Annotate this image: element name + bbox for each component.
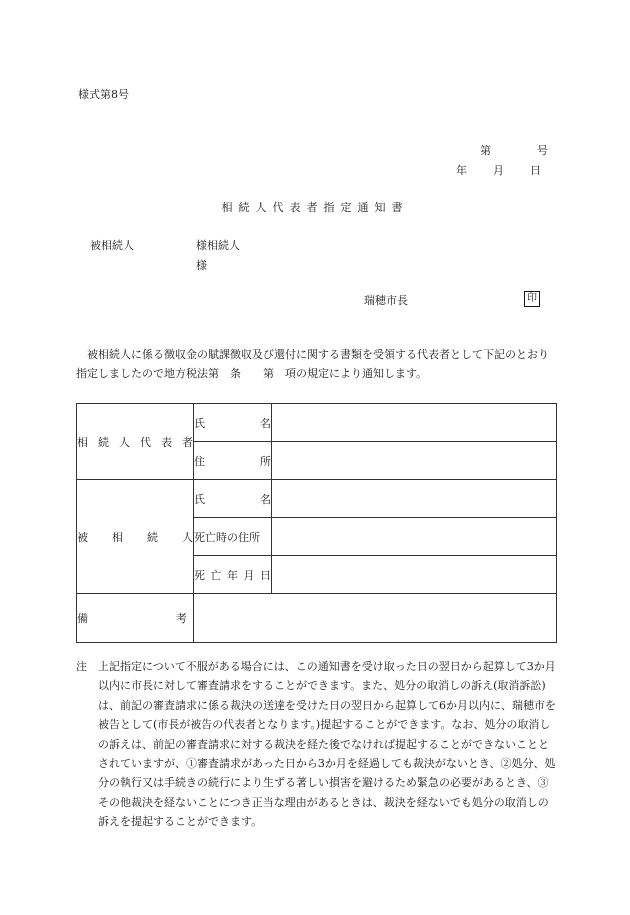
representative-header-char: 表 <box>161 435 172 449</box>
date-day: 日 <box>530 164 541 177</box>
representative-header-cell <box>77 404 194 480</box>
decedent-header-char: 相 <box>112 530 123 544</box>
death-address-label: 死亡時の住所 <box>194 530 260 544</box>
dec-name-label-char: 氏 <box>194 492 205 506</box>
designation-table <box>76 403 557 643</box>
table-row <box>77 480 557 518</box>
recipient-sama: 様 <box>196 259 207 272</box>
representative-header-char: 代 <box>140 435 151 449</box>
rep-address-label-char: 住 <box>194 454 205 468</box>
rep-name-label-char: 名 <box>260 416 271 430</box>
recipient-decedent-label: 被相続人 <box>90 239 134 252</box>
representative-header-char: 続 <box>98 435 109 449</box>
document-date <box>456 162 541 178</box>
rep-address-value <box>272 442 557 480</box>
table-row <box>77 594 557 643</box>
decedent-header-char: 被 <box>77 530 88 544</box>
issuer-mayor: 瑞穂市長 <box>364 294 408 307</box>
document-number-dai: 第 <box>480 144 491 157</box>
remarks-label <box>77 610 193 626</box>
decedent-header <box>77 529 193 545</box>
rep-address-label <box>194 453 271 469</box>
remarks-label-char: 考 <box>176 612 187 625</box>
table-row <box>77 404 557 442</box>
dec-name-label <box>194 491 271 507</box>
dec-name-label-char: 名 <box>260 492 271 506</box>
remarks-label-char: 備 <box>77 612 88 625</box>
death-date-label-char: 年 <box>227 568 238 582</box>
recipient-heir-sama: 様相続人 <box>196 239 240 252</box>
representative-header-char: 者 <box>182 435 193 449</box>
rep-address-label-cell <box>194 442 272 480</box>
representative-header-char: 相 <box>77 435 88 449</box>
rep-name-label-char: 氏 <box>194 416 205 430</box>
document-title: 相続人代表者指定通知書 <box>221 201 409 214</box>
date-month: 月 <box>493 164 504 177</box>
dec-death-date-value <box>272 556 557 594</box>
rep-name-label <box>194 415 271 431</box>
remarks-header-cell <box>77 594 194 643</box>
notes-paragraph: 注 上記指定について不服がある場合には、この通知書を受け取った日の翌日から起算して3か月以内に市長に対して審査請求をすることができます。また、処分の取消しの訴え(取消訴訟)は、前記の審査請求に係る裁決の送達を受けた日の翌日から起算して6か月以内に、瑞穂市を被告として(市長が被告の代表者となります。)提起することができます。なお、処分の取消しの訴えは、前記の審査請求に対する裁決を経た後でなければ提起することができないこととされていますが、①審査請求があった日から3か月を経過しても裁決がないとき、②処分、処分の執行又は手続きの続行により生ずる著しい損害を避けるため緊急の必要があるとき、③その他裁決を経ないことにつき正当な理由があるときは、裁決を経ないでも処分の取消しの訴えを提起することができます。 <box>76 660 556 829</box>
rep-address-label-char: 所 <box>260 454 271 468</box>
seal-mark: 印 <box>524 291 540 307</box>
decedent-header-char: 続 <box>147 530 158 544</box>
form-number: 様式第8号 <box>78 88 129 101</box>
death-date-label-char: 亡 <box>210 568 222 582</box>
decedent-header-char: 人 <box>182 530 193 544</box>
representative-header <box>77 434 193 450</box>
remarks-value <box>194 594 557 643</box>
death-date-label-char: 日 <box>260 568 271 582</box>
body-paragraph: 被相続人に係る徴収金の賦課徴収及び還付に関する書類を受領する代表者として下記のとおり指定しましたので地方税法第 条 第 項の規定により通知します。 <box>76 348 549 380</box>
notes <box>76 657 558 832</box>
dec-death-date-label-cell <box>194 556 272 594</box>
rep-name-label-cell <box>194 404 272 442</box>
death-date-label-char: 月 <box>243 568 255 582</box>
rep-name-value <box>272 404 557 442</box>
document-number-go: 号 <box>537 144 548 157</box>
representative-header-char: 人 <box>119 435 130 449</box>
dec-name-value <box>272 480 557 518</box>
dec-death-address-label-cell <box>194 518 272 556</box>
dec-name-label-cell <box>194 480 272 518</box>
death-date-label <box>194 567 271 583</box>
dec-death-address-value <box>272 518 557 556</box>
decedent-header-cell <box>77 480 194 594</box>
death-date-label-char: 死 <box>194 568 205 582</box>
date-year: 年 <box>456 164 467 177</box>
document-number <box>480 142 548 158</box>
